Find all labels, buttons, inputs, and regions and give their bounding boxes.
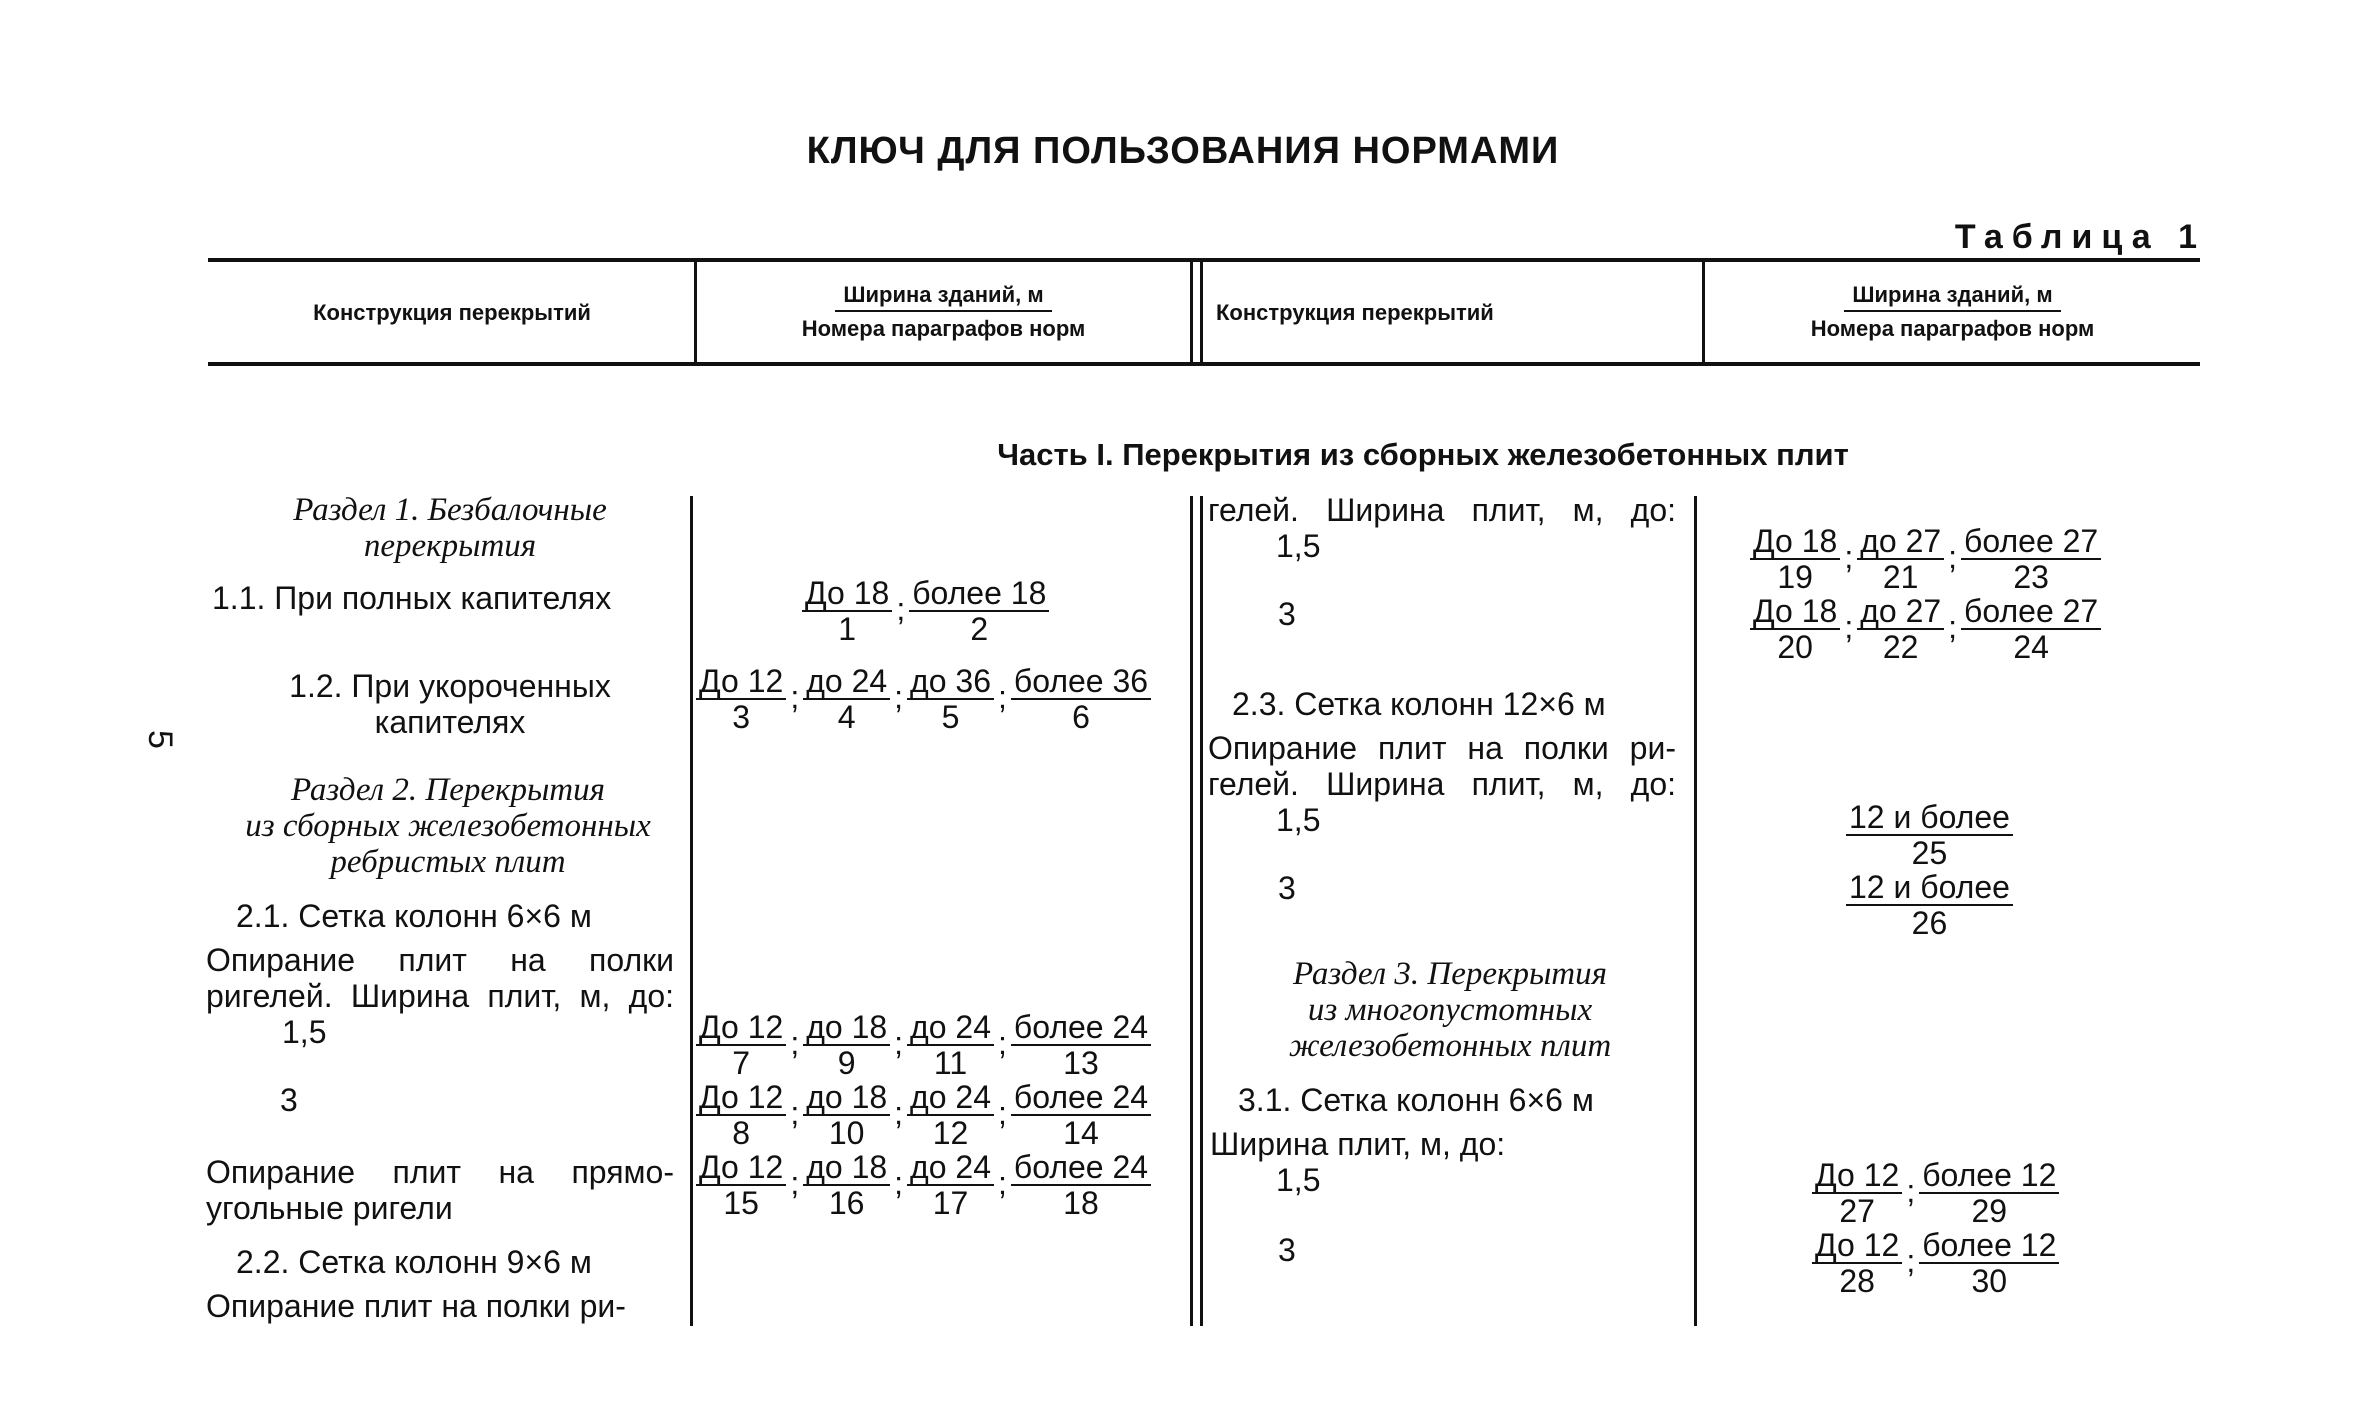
fraction: [802, 576, 892, 646]
fraction: [1812, 1158, 1902, 1228]
fractions-r31-15: [1812, 1158, 2059, 1228]
fraction: [803, 1150, 890, 1220]
header-col1: Конструкция перекрытий: [313, 300, 591, 325]
right-cont: гелей. Ширина плит, м, до:: [1208, 492, 1676, 528]
fraction-numerator: До 12: [1812, 1228, 1902, 1264]
fraction-separator: ;: [998, 1095, 1007, 1131]
table-label: Таблица 1: [1954, 218, 2206, 256]
fraction-numerator: До 12: [696, 1010, 786, 1046]
fraction-numerator: до 27: [1857, 594, 1944, 630]
fraction: [1919, 1228, 2059, 1298]
fraction-denominator: 15: [723, 1185, 759, 1221]
fraction-numerator: до 36: [907, 664, 994, 700]
fraction: [907, 1150, 994, 1220]
fraction-denominator: 1: [838, 611, 857, 647]
fraction-separator: ;: [998, 1165, 1007, 1201]
fraction-numerator: До 12: [696, 664, 786, 700]
fraction: [1919, 1158, 2059, 1228]
row-2-3-w3: 3: [1278, 870, 1296, 906]
fraction: [696, 1080, 786, 1150]
section3-line2: из многопустотных: [1307, 992, 1593, 1028]
row-3-1-w3: 3: [1278, 1232, 1296, 1268]
fraction: [907, 664, 994, 734]
fraction-numerator: более 12: [1919, 1228, 2059, 1264]
fraction-separator: ;: [894, 1025, 904, 1061]
fractions-r23-3: [1846, 870, 2013, 940]
fraction: [907, 1080, 994, 1150]
fraction-numerator: До 12: [696, 1150, 786, 1186]
section3-line1: Раздел 3. Перекрытия: [1293, 956, 1607, 992]
fraction-numerator: до 18: [803, 1080, 890, 1116]
fraction: [1961, 524, 2101, 594]
fraction-denominator: 30: [1971, 1263, 2008, 1299]
fraction-numerator: до 18: [803, 1150, 890, 1186]
row-2-1-a-line1: Опирание плит на полки: [206, 942, 674, 978]
header-top-rule: [208, 258, 2200, 262]
fraction-denominator: 7: [732, 1045, 751, 1081]
fraction-denominator: 5: [941, 699, 960, 735]
fraction-separator: ;: [790, 1025, 800, 1061]
fraction-numerator: До 18: [1750, 594, 1840, 630]
fraction: [907, 1010, 994, 1080]
fraction: [1961, 594, 2101, 664]
page-title: КЛЮЧ ДЛЯ ПОЛЬЗОВАНИЯ НОРМАМИ: [806, 130, 1560, 172]
fraction-denominator: 3: [732, 699, 751, 735]
fraction-denominator: 29: [1971, 1193, 2008, 1229]
fraction-numerator: более 27: [1961, 594, 2101, 630]
fraction: [909, 576, 1049, 646]
row-2-1-w3: 3: [280, 1082, 298, 1118]
fraction: [1846, 870, 2013, 940]
fraction: [1011, 1010, 1151, 1080]
fraction-numerator: более 24: [1011, 1080, 1151, 1116]
row-2-2-a: Опирание плит на полки ри-: [206, 1288, 626, 1324]
fraction-separator: ;: [1906, 1243, 1916, 1279]
fraction-denominator: 27: [1839, 1193, 1875, 1229]
fraction: [696, 1150, 786, 1220]
header-col4-top: Ширина зданий, м: [1844, 282, 2060, 312]
fraction-numerator: до 24: [803, 664, 890, 700]
fraction-numerator: 12 и более: [1846, 800, 2013, 836]
header-col4: [1705, 282, 2200, 342]
fraction: [696, 1010, 786, 1080]
fraction: [1857, 594, 1944, 664]
fraction-numerator: 12 и более: [1846, 870, 2013, 906]
part-title: Часть I. Перекрытия из сборных железобетонных плит: [997, 437, 1849, 472]
row-2-1-w15: 1,5: [282, 1014, 327, 1050]
fraction-separator: ;: [790, 1095, 800, 1131]
fraction-separator: ;: [1844, 539, 1854, 575]
fraction-denominator: 18: [1063, 1185, 1099, 1221]
fraction-denominator: 24: [2013, 629, 2049, 665]
fraction-numerator: более 12: [1919, 1158, 2059, 1194]
fractions-r23-15: [1846, 800, 2013, 870]
fraction: [1846, 800, 2013, 870]
row-3-1-w15: 1,5: [1276, 1162, 1321, 1198]
fraction: [1857, 524, 1944, 594]
fraction-separator: ;: [1948, 609, 1958, 645]
row-2-3-a-line2: гелей. Ширина плит, м, до:: [1208, 766, 1676, 802]
fraction-numerator: более 36: [1011, 664, 1151, 700]
fractions-r11: [802, 576, 1049, 646]
fractions-r12: [696, 664, 1151, 734]
fraction: [1011, 664, 1151, 734]
fraction-numerator: более 24: [1011, 1150, 1151, 1186]
fractions-r22-3: [1750, 594, 2101, 664]
fraction-separator: ;: [998, 1025, 1007, 1061]
row-2-1-b-line2: угольные ригели: [206, 1190, 453, 1226]
fraction-numerator: До 18: [802, 576, 892, 612]
fraction-numerator: более 18: [909, 576, 1049, 612]
body-divider-1: [690, 496, 693, 1326]
fraction-denominator: 12: [932, 1115, 969, 1151]
fraction: [803, 1010, 890, 1080]
fraction: [803, 1080, 890, 1150]
fraction-separator: ;: [790, 679, 800, 715]
fractions-r31-3: [1812, 1228, 2059, 1298]
section1-line2: перекрытия: [363, 528, 537, 564]
header-divider-2b: [1200, 260, 1203, 364]
fraction-separator: ;: [896, 591, 906, 627]
header-col2-top: Ширина зданий, м: [835, 282, 1051, 312]
row-2-1-a-line2: ригелей. Ширина плит, м, до:: [206, 978, 674, 1014]
row-1-2-line2: капителях: [374, 704, 526, 740]
fraction-numerator: более 27: [1961, 524, 2101, 560]
row-2-3: 2.3. Сетка колонн 12×6 м: [1232, 686, 1606, 722]
fraction-denominator: 14: [1063, 1115, 1099, 1151]
fraction-denominator: 23: [2013, 559, 2049, 595]
section3-heading: [1206, 956, 1694, 1064]
fraction-separator: ;: [1844, 609, 1854, 645]
body-divider-2b: [1200, 496, 1203, 1326]
row-3-1: 3.1. Сетка колонн 6×6 м: [1238, 1082, 1594, 1118]
fractions-r21-3: [696, 1080, 1151, 1150]
page-number: 5: [140, 730, 179, 749]
fraction-denominator: 6: [1072, 699, 1090, 735]
section2-heading: [206, 772, 690, 880]
fraction-denominator: 10: [828, 1115, 865, 1151]
fraction-numerator: до 24: [907, 1150, 994, 1186]
header-divider-2a: [1190, 260, 1193, 364]
fraction-denominator: 19: [1777, 559, 1813, 595]
fraction-denominator: 28: [1839, 1263, 1875, 1299]
fraction-denominator: 13: [1063, 1045, 1099, 1081]
section1-line1: Раздел 1. Безбалочные: [293, 492, 607, 528]
fraction: [1011, 1150, 1151, 1220]
fraction-denominator: 20: [1777, 629, 1813, 665]
header-col4-bottom: Номера параграфов норм: [1810, 316, 2095, 341]
fraction: [803, 664, 890, 734]
fraction-separator: ;: [894, 679, 904, 715]
fraction-numerator: До 12: [696, 1080, 786, 1116]
fraction-denominator: 8: [732, 1115, 751, 1151]
row-2-2: 2.2. Сетка колонн 9×6 м: [236, 1244, 592, 1280]
fractions-r22-15: [1750, 524, 2101, 594]
row-2-3-w15: 1,5: [1276, 802, 1321, 838]
header-col3: Конструкция перекрытий: [1216, 300, 1494, 325]
fraction-numerator: до 24: [907, 1010, 994, 1046]
header-col2-bottom: Номера параграфов норм: [801, 316, 1086, 341]
fraction-numerator: До 12: [1812, 1158, 1902, 1194]
fraction-denominator: 9: [837, 1045, 856, 1081]
fraction-separator: ;: [998, 679, 1007, 715]
row-2-1-b-line1: Опирание плит на прямо-: [206, 1154, 674, 1190]
body-divider-3: [1694, 496, 1697, 1326]
fraction-denominator: 21: [1882, 559, 1919, 595]
body-divider-2a: [1190, 496, 1193, 1326]
fraction-separator: ;: [1948, 539, 1958, 575]
row-2-3-a-line1: Опирание плит на полки ри-: [1208, 730, 1676, 766]
section1-heading: [210, 492, 690, 564]
fraction-numerator: до 24: [907, 1080, 994, 1116]
fraction-denominator: 17: [932, 1185, 969, 1221]
fraction-numerator: До 18: [1750, 524, 1840, 560]
fraction-denominator: 16: [828, 1185, 865, 1221]
section2-line2: из сборных железобетонных: [245, 808, 651, 844]
section3-line3: железобетонных плит: [1288, 1028, 1612, 1064]
fraction-denominator: 26: [1911, 905, 1948, 941]
fraction-denominator: 4: [837, 699, 856, 735]
fraction-numerator: до 18: [803, 1010, 890, 1046]
row-1-2-line1: 1.2. При укороченных: [289, 668, 611, 704]
fraction: [1812, 1228, 1902, 1298]
fraction: [696, 664, 786, 734]
section2-line1: Раздел 2. Перекрытия: [291, 772, 605, 808]
section2-line3: ребристых плит: [330, 844, 566, 880]
fraction-separator: ;: [894, 1165, 904, 1201]
fraction-separator: ;: [894, 1095, 904, 1131]
header-col2: [697, 282, 1190, 342]
fraction: [1750, 524, 1840, 594]
row-3-1-a: Ширина плит, м, до:: [1210, 1126, 1506, 1162]
fractions-r21-15: [696, 1010, 1151, 1080]
fraction-numerator: более 24: [1011, 1010, 1151, 1046]
fractions-r21-b: [696, 1150, 1151, 1220]
fraction-denominator: 22: [1882, 629, 1919, 665]
fraction-separator: ;: [790, 1165, 800, 1201]
fraction-denominator: 25: [1911, 835, 1948, 871]
row-1-2: [210, 668, 690, 740]
right-w3: 3: [1278, 596, 1296, 632]
fraction-separator: ;: [1906, 1173, 1916, 1209]
fraction: [1750, 594, 1840, 664]
fraction-denominator: 2: [970, 611, 989, 647]
row-1-1: 1.1. При полных капителях: [212, 580, 612, 616]
right-w15: 1,5: [1276, 528, 1321, 564]
header-bottom-rule: [208, 362, 2200, 366]
fraction: [1011, 1080, 1151, 1150]
fraction-numerator: до 27: [1857, 524, 1944, 560]
fraction-denominator: 11: [933, 1045, 968, 1081]
row-2-1: 2.1. Сетка колонн 6×6 м: [236, 898, 592, 934]
